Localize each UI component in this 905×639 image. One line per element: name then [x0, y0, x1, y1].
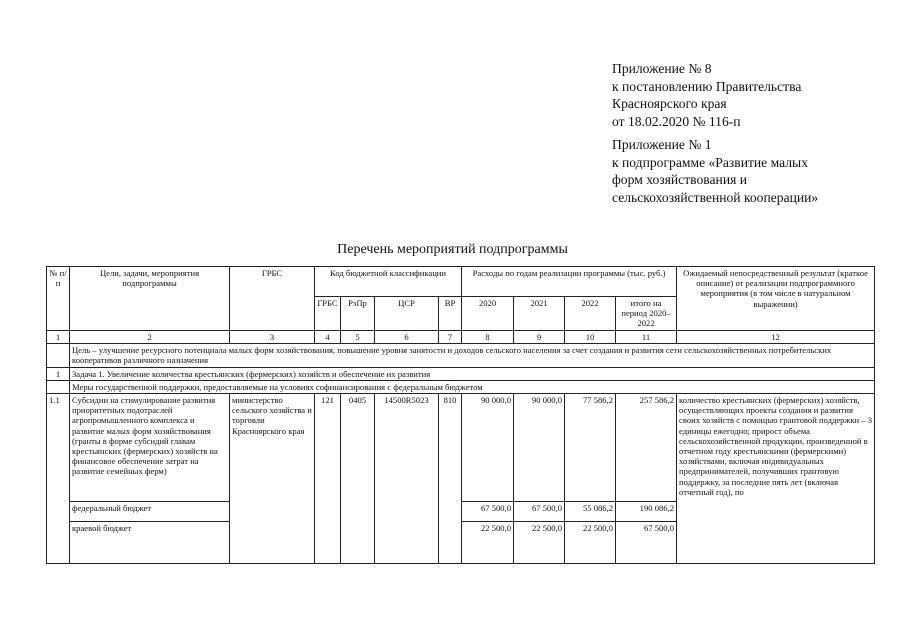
item-2020: 90 000,0 — [462, 394, 514, 502]
header-2020: 2020 — [462, 297, 514, 331]
header-line: Приложение № 8 — [612, 61, 712, 76]
federal-label: федеральный бюджет — [70, 502, 230, 522]
header-grbs: ГРБС — [230, 267, 315, 331]
task-row: Задача 1. Увеличение количества крестьянских (фермерских) хозяйств и обеспечение их развития — [70, 367, 875, 380]
regional-2021: 22 500,0 — [514, 522, 565, 564]
item-grbs: министерство сельского хозяйства и торговли Красноярского края — [230, 394, 315, 564]
header-result: Ожидаемый непосредственный результат (краткое описание) от реализации подпрограммного мероприятия (в том числе в натуральном выражении) — [677, 267, 875, 331]
appendix-8-header — [612, 60, 801, 130]
col-number: 7 — [439, 331, 462, 344]
col-number: 4 — [315, 331, 341, 344]
header-num: № п/п — [47, 267, 70, 331]
col-number: 9 — [514, 331, 565, 344]
document-title: Перечень мероприятий подпрограммы — [337, 242, 568, 257]
federal-total: 190 086,2 — [616, 502, 677, 522]
col-number: 6 — [375, 331, 439, 344]
federal-2020: 67 500,0 — [462, 502, 514, 522]
item-csr: 14500R5023 — [375, 394, 439, 564]
header-line: от 18.02.2020 № 116-п — [612, 113, 741, 129]
header-expenses: Расходы по годам реализации программы (тыс. руб.) — [462, 267, 677, 297]
header-grbs-code: ГРБС — [315, 297, 341, 331]
measures-num-cell — [47, 380, 70, 393]
header-line: Приложение № 1 — [612, 137, 712, 152]
regional-2020: 22 500,0 — [462, 522, 514, 564]
header-goals: Цели, задачи, мероприятия подпрограммы — [70, 267, 230, 331]
col-number: 1 — [47, 331, 70, 344]
item-2021: 90 000,0 — [514, 394, 565, 502]
col-number: 8 — [462, 331, 514, 344]
regional-total: 67 500,0 — [616, 522, 677, 564]
empty-cell — [47, 522, 70, 564]
federal-2022: 55 086,2 — [565, 502, 616, 522]
item-grbs-code: 121 — [315, 394, 341, 564]
goal-num-cell — [47, 344, 70, 367]
header-rzpr: РзПр — [341, 297, 375, 331]
item-total: 257 586,2 — [616, 394, 677, 502]
item-rzpr: 0405 — [341, 394, 375, 564]
regional-label: краевой бюджет — [70, 522, 230, 564]
header-csr: ЦСР — [375, 297, 439, 331]
federal-2021: 67 500,0 — [514, 502, 565, 522]
header-2021: 2021 — [514, 297, 565, 331]
item-2022: 77 586,2 — [565, 394, 616, 502]
col-number: 5 — [341, 331, 375, 344]
col-number: 11 — [616, 331, 677, 344]
regional-2022: 22 500,0 — [565, 522, 616, 564]
header-line: к подпрограмме «Развитие малых — [612, 154, 808, 170]
col-number: 2 — [70, 331, 230, 344]
col-number: 10 — [565, 331, 616, 344]
item-num: 1.1 — [47, 394, 70, 502]
col-number: 12 — [677, 331, 875, 344]
header-line: к постановлению Правительства — [612, 78, 802, 94]
measures-table — [46, 266, 875, 564]
header-line: форм хозяйствования и — [612, 172, 748, 187]
header-line: сельскохозяйственной кооперации» — [612, 189, 819, 205]
col-number: 3 — [230, 331, 315, 344]
empty-cell — [47, 502, 70, 522]
header-budget-code: Код бюджетной классификации — [315, 267, 462, 297]
task-num: 1 — [47, 367, 70, 380]
header-total: итого на период 2020–2022 — [616, 297, 677, 331]
item-vr: 810 — [439, 394, 462, 564]
goal-row: Цель – улучшение ресурсного потенциала малых форм хозяйствования, повышение уровня занятости и доходов сельского населения за счет создания и развития сети сельскохозяйственных потребительских кооперативов различного назначения — [70, 344, 875, 367]
measures-row: Меры государственной поддержки, предоставляемые на условиях софинансирования с федеральным бюджетом — [70, 380, 875, 393]
appendix-1-header — [612, 136, 818, 206]
item-result: количество крестьянских (фермерских) хозяйств, осуществляющих проекты создания и развития своих хозяйств с помощью грантовой поддержки – 3 единицы ежегодно; прирост объема сельскохозяйственной продукции, произведенной в отчетном году крестьянскими (фермерскими) хозяйствами, включая индивидуальных предпринимателей, получивших грантовую поддержку, за последние пять лет (включая отчетный год), по — [677, 394, 875, 564]
header-vr: ВР — [439, 297, 462, 331]
header-line: Красноярского края — [612, 96, 727, 111]
header-2022: 2022 — [565, 297, 616, 331]
item-name: Субсидии на стимулирование развития приоритетных подотраслей агропромышленного комплекса и развитие малых форм хозяйствования (гранты в форме субсидий главам крестьянских (фермерских) хозяйств на финансовое обеспечение затрат на развитие семейных ферм) — [70, 394, 230, 502]
